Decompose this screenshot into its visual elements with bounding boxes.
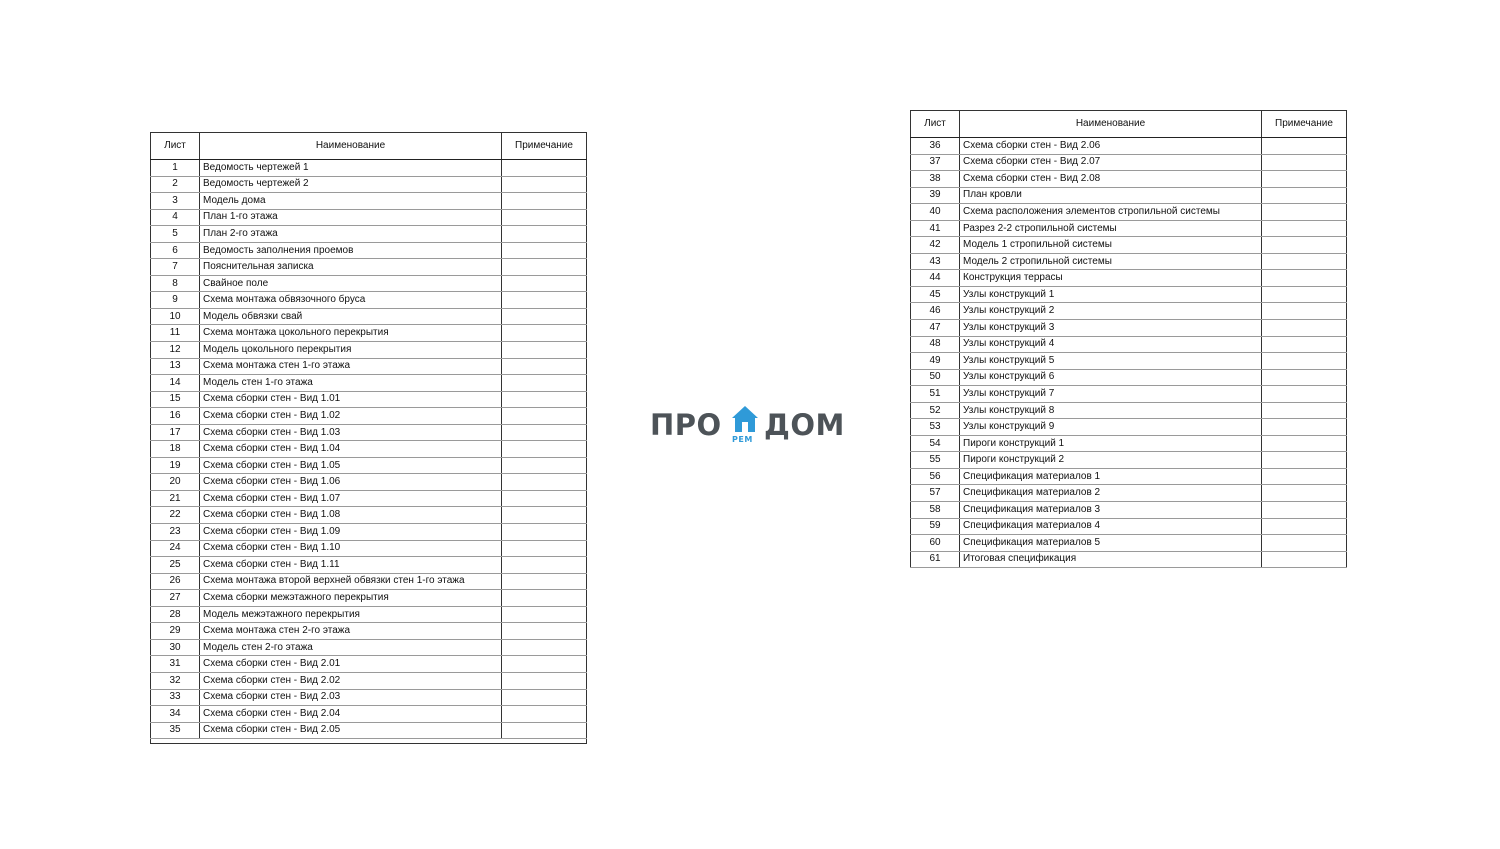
sheet-title: Итоговая спецификация (960, 551, 1262, 568)
table-row (151, 474, 587, 491)
table-row (151, 722, 587, 739)
sheet-title: План 1-го этажа (200, 209, 502, 226)
sheet-note (502, 226, 587, 243)
table-row (151, 176, 587, 193)
sheet-title: Модель 2 стропильной системы (960, 253, 1262, 270)
sheet-number: 36 (911, 138, 960, 155)
sheet-title: Узлы конструкций 8 (960, 402, 1262, 419)
sheet-number: 1 (151, 160, 200, 177)
sheet-number: 27 (151, 590, 200, 607)
sheet-number: 11 (151, 325, 200, 342)
sheet-note (1262, 369, 1347, 386)
table-row (911, 320, 1347, 337)
sheet-title: Узлы конструкций 6 (960, 369, 1262, 386)
sheet-title: Схема сборки стен - Вид 2.04 (200, 706, 502, 723)
sheet-title: Ведомость чертежей 1 (200, 160, 502, 177)
sheet-title: Схема монтажа обвязочного бруса (200, 292, 502, 309)
sheet-title: Узлы конструкций 9 (960, 419, 1262, 436)
sheet-note (502, 722, 587, 739)
sheet-title: Спецификация материалов 4 (960, 518, 1262, 535)
table-row (911, 535, 1347, 552)
sheet-title: Спецификация материалов 2 (960, 485, 1262, 502)
sheet-number: 17 (151, 424, 200, 441)
sheet-number: 43 (911, 253, 960, 270)
sheet-note (1262, 336, 1347, 353)
sheet-title: Схема сборки межэтажного перекрытия (200, 590, 502, 607)
sheet-note (1262, 204, 1347, 221)
sheet-title: Модель межэтажного перекрытия (200, 606, 502, 623)
sheet-number: 32 (151, 672, 200, 689)
table-row (911, 220, 1347, 237)
sheet-note (1262, 138, 1347, 155)
sheet-title: Схема сборки стен - Вид 1.02 (200, 408, 502, 425)
sheet-number: 38 (911, 171, 960, 188)
sheet-title: Узлы конструкций 2 (960, 303, 1262, 320)
table-row (151, 226, 587, 243)
table-row (911, 468, 1347, 485)
sheet-title: Узлы конструкций 4 (960, 336, 1262, 353)
sheet-number: 26 (151, 573, 200, 590)
table-row (911, 253, 1347, 270)
sheet-title: Спецификация материалов 3 (960, 502, 1262, 519)
sheet-title: Схема расположения элементов стропильной системы (960, 204, 1262, 221)
sheet-note (1262, 535, 1347, 552)
sheet-note (1262, 419, 1347, 436)
sheet-title: Схема сборки стен - Вид 2.08 (960, 171, 1262, 188)
table-row (151, 209, 587, 226)
table-row (151, 656, 587, 673)
sheet-title: Модель стен 1-го этажа (200, 375, 502, 392)
sheet-title: Схема сборки стен - Вид 1.04 (200, 441, 502, 458)
sheet-title: Узлы конструкций 3 (960, 320, 1262, 337)
sheet-title: Схема сборки стен - Вид 2.05 (200, 722, 502, 739)
table-row (911, 187, 1347, 204)
sheet-note (1262, 502, 1347, 519)
table-row (151, 689, 587, 706)
sheet-number: 2 (151, 176, 200, 193)
sheet-number: 22 (151, 507, 200, 524)
sheet-number: 56 (911, 468, 960, 485)
table-row (151, 325, 587, 342)
sheet-title: Модель стен 2-го этажа (200, 639, 502, 656)
table-row (151, 706, 587, 723)
sheet-number: 10 (151, 308, 200, 325)
sheet-note (1262, 551, 1347, 568)
sheet-title: Схема сборки стен - Вид 2.02 (200, 672, 502, 689)
table-row (151, 457, 587, 474)
sheet-number: 19 (151, 457, 200, 474)
sheet-number: 59 (911, 518, 960, 535)
table-row (151, 193, 587, 210)
sheet-number: 57 (911, 485, 960, 502)
header-sheet: Лист (151, 133, 200, 160)
sheet-number: 42 (911, 237, 960, 254)
sheet-note (502, 275, 587, 292)
table-row (911, 452, 1347, 469)
sheet-title: Схема сборки стен - Вид 1.03 (200, 424, 502, 441)
sheet-note (1262, 187, 1347, 204)
sheet-note (502, 457, 587, 474)
table-row (911, 138, 1347, 155)
table-row (911, 270, 1347, 287)
table-row (151, 590, 587, 607)
sheet-note (502, 689, 587, 706)
sheet-note (502, 441, 587, 458)
sheet-title: Пироги конструкций 1 (960, 435, 1262, 452)
sheet-number: 28 (151, 606, 200, 623)
table-row (911, 171, 1347, 188)
sheet-title: Схема монтажа цокольного перекрытия (200, 325, 502, 342)
header-name: Наименование (960, 111, 1262, 138)
sheet-title: Пироги конструкций 2 (960, 452, 1262, 469)
table-row (151, 573, 587, 590)
sheet-number: 33 (151, 689, 200, 706)
sheet-number: 8 (151, 275, 200, 292)
sheet-title: Свайное поле (200, 275, 502, 292)
table-row (911, 518, 1347, 535)
sheet-note (502, 474, 587, 491)
sheet-note (1262, 485, 1347, 502)
table-row (151, 441, 587, 458)
sheet-note (502, 540, 587, 557)
table-row (151, 308, 587, 325)
sheet-note (502, 557, 587, 574)
sheet-title: Схема сборки стен - Вид 1.10 (200, 540, 502, 557)
table-row (911, 419, 1347, 436)
sheet-number: 7 (151, 259, 200, 276)
sheet-number: 48 (911, 336, 960, 353)
sheet-title: Разрез 2-2 стропильной системы (960, 220, 1262, 237)
sheet-title: Схема сборки стен - Вид 2.03 (200, 689, 502, 706)
table-row (151, 623, 587, 640)
sheet-note (1262, 452, 1347, 469)
sheet-note (502, 606, 587, 623)
sheet-note (502, 639, 587, 656)
sheet-note (502, 573, 587, 590)
sheet-number: 35 (151, 722, 200, 739)
table-row (151, 424, 587, 441)
sheet-number: 20 (151, 474, 200, 491)
sheet-title: Схема сборки стен - Вид 2.01 (200, 656, 502, 673)
sheet-number: 6 (151, 242, 200, 259)
sheet-number: 25 (151, 557, 200, 574)
sheet-note (502, 160, 587, 177)
header-sheet: Лист (911, 111, 960, 138)
sheet-note (502, 524, 587, 541)
sheet-note (1262, 386, 1347, 403)
table-row (151, 672, 587, 689)
table-header-row (911, 111, 1347, 138)
table-row (911, 386, 1347, 403)
sheet-note (1262, 154, 1347, 171)
table-body-left (151, 160, 587, 739)
sheet-number: 44 (911, 270, 960, 287)
sheet-number: 55 (911, 452, 960, 469)
sheet-number: 31 (151, 656, 200, 673)
sheet-note (502, 292, 587, 309)
table-row (151, 342, 587, 359)
table-row (911, 286, 1347, 303)
pro-dom-logo (650, 404, 850, 448)
sheet-number: 41 (911, 220, 960, 237)
sheet-title: Модель 1 стропильной системы (960, 237, 1262, 254)
sheet-number: 34 (151, 706, 200, 723)
sheet-note (502, 706, 587, 723)
sheet-number: 53 (911, 419, 960, 436)
sheet-note (1262, 220, 1347, 237)
sheet-title: Схема сборки стен - Вид 1.11 (200, 557, 502, 574)
sheet-title: Спецификация материалов 1 (960, 468, 1262, 485)
header-note: Примечание (1262, 111, 1347, 138)
table-row (911, 369, 1347, 386)
sheet-title: Модель дома (200, 193, 502, 210)
table-row (911, 154, 1347, 171)
sheet-note (1262, 303, 1347, 320)
sheet-number: 49 (911, 353, 960, 370)
sheet-note (1262, 320, 1347, 337)
sheet-title: План кровли (960, 187, 1262, 204)
sheet-number: 18 (151, 441, 200, 458)
sheet-title: Схема сборки стен - Вид 1.05 (200, 457, 502, 474)
sheet-note (1262, 402, 1347, 419)
sheet-note (1262, 468, 1347, 485)
sheet-note (502, 656, 587, 673)
drawing-list-table-left (150, 132, 587, 739)
sheet-number: 54 (911, 435, 960, 452)
sheet-title: Схема сборки стен - Вид 1.07 (200, 490, 502, 507)
table-row (911, 353, 1347, 370)
sheet-note (1262, 270, 1347, 287)
table-body-right (911, 138, 1347, 568)
table-row (151, 490, 587, 507)
sheet-title: Узлы конструкций 5 (960, 353, 1262, 370)
sheet-number: 45 (911, 286, 960, 303)
table-row (151, 507, 587, 524)
table-row (151, 524, 587, 541)
sheet-note (1262, 237, 1347, 254)
sheet-number: 58 (911, 502, 960, 519)
sheet-note (502, 259, 587, 276)
sheet-note (1262, 518, 1347, 535)
sheet-note (502, 507, 587, 524)
table-row (911, 551, 1347, 568)
sheet-note (502, 375, 587, 392)
sheet-title: Конструкция террасы (960, 270, 1262, 287)
logo-sub-text: РЕМ (732, 435, 753, 444)
table-row (911, 237, 1347, 254)
sheet-number: 52 (911, 402, 960, 419)
sheet-number: 40 (911, 204, 960, 221)
table-row (911, 303, 1347, 320)
sheet-note (502, 209, 587, 226)
sheet-note (502, 358, 587, 375)
sheet-note (1262, 253, 1347, 270)
sheet-number: 13 (151, 358, 200, 375)
table-row (151, 375, 587, 392)
sheet-title: Схема сборки стен - Вид 1.08 (200, 507, 502, 524)
sheet-note (502, 342, 587, 359)
sheet-number: 16 (151, 408, 200, 425)
table-header-row (151, 133, 587, 160)
sheet-title: Узлы конструкций 7 (960, 386, 1262, 403)
table-row (911, 204, 1347, 221)
sheet-note (1262, 435, 1347, 452)
table-tail (150, 739, 587, 744)
sheet-note (502, 672, 587, 689)
table-row (911, 502, 1347, 519)
table-row (151, 292, 587, 309)
sheet-number: 29 (151, 623, 200, 640)
sheet-title: Модель цокольного перекрытия (200, 342, 502, 359)
sheet-note (1262, 353, 1347, 370)
table-row (911, 402, 1347, 419)
sheet-number: 5 (151, 226, 200, 243)
sheet-note (502, 391, 587, 408)
sheet-number: 9 (151, 292, 200, 309)
drawing-list-left (150, 132, 587, 744)
sheet-note (502, 193, 587, 210)
sheet-note (1262, 171, 1347, 188)
sheet-title: Ведомость чертежей 2 (200, 176, 502, 193)
sheet-number: 39 (911, 187, 960, 204)
table-row (151, 391, 587, 408)
table-row (151, 557, 587, 574)
sheet-number: 3 (151, 193, 200, 210)
sheet-note (502, 590, 587, 607)
sheet-number: 30 (151, 639, 200, 656)
drawing-list-right (910, 110, 1347, 568)
sheet-note (1262, 286, 1347, 303)
table-row (151, 358, 587, 375)
sheet-title: План 2-го этажа (200, 226, 502, 243)
sheet-title: Пояснительная записка (200, 259, 502, 276)
sheet-title: Схема сборки стен - Вид 1.01 (200, 391, 502, 408)
sheet-number: 47 (911, 320, 960, 337)
logo-word-dom: ДОМ (764, 408, 845, 442)
sheet-note (502, 424, 587, 441)
table-row (911, 435, 1347, 452)
sheet-note (502, 242, 587, 259)
sheet-note (502, 176, 587, 193)
house-icon (730, 404, 760, 434)
table-row (151, 540, 587, 557)
table-row (151, 275, 587, 292)
sheet-title: Схема монтажа стен 2-го этажа (200, 623, 502, 640)
sheet-title: Узлы конструкций 1 (960, 286, 1262, 303)
sheet-number: 46 (911, 303, 960, 320)
sheet-title: Схема монтажа второй верхней обвязки стен 1-го этажа (200, 573, 502, 590)
sheet-note (502, 490, 587, 507)
sheet-title: Модель обвязки свай (200, 308, 502, 325)
header-note: Примечание (502, 133, 587, 160)
sheet-number: 51 (911, 386, 960, 403)
table-row (151, 639, 587, 656)
table-row (911, 485, 1347, 502)
sheet-title: Схема сборки стен - Вид 2.07 (960, 154, 1262, 171)
table-row (151, 259, 587, 276)
sheet-note (502, 408, 587, 425)
sheet-number: 61 (911, 551, 960, 568)
table-row (151, 160, 587, 177)
sheet-note (502, 308, 587, 325)
sheet-title: Ведомость заполнения проемов (200, 242, 502, 259)
sheet-title: Схема сборки стен - Вид 2.06 (960, 138, 1262, 155)
table-row (151, 606, 587, 623)
sheet-title: Схема монтажа стен 1-го этажа (200, 358, 502, 375)
sheet-number: 37 (911, 154, 960, 171)
sheet-number: 21 (151, 490, 200, 507)
sheet-number: 14 (151, 375, 200, 392)
table-row (151, 408, 587, 425)
sheet-number: 23 (151, 524, 200, 541)
sheet-number: 4 (151, 209, 200, 226)
sheet-note (502, 623, 587, 640)
sheet-number: 60 (911, 535, 960, 552)
sheet-number: 50 (911, 369, 960, 386)
sheet-number: 24 (151, 540, 200, 557)
table-row (911, 336, 1347, 353)
logo-word-pro: ПРО (650, 408, 722, 442)
sheet-title: Схема сборки стен - Вид 1.09 (200, 524, 502, 541)
sheet-number: 15 (151, 391, 200, 408)
header-name: Наименование (200, 133, 502, 160)
table-row (151, 242, 587, 259)
sheet-title: Спецификация материалов 5 (960, 535, 1262, 552)
sheet-note (502, 325, 587, 342)
drawing-list-table-right (910, 110, 1347, 568)
sheet-title: Схема сборки стен - Вид 1.06 (200, 474, 502, 491)
sheet-number: 12 (151, 342, 200, 359)
